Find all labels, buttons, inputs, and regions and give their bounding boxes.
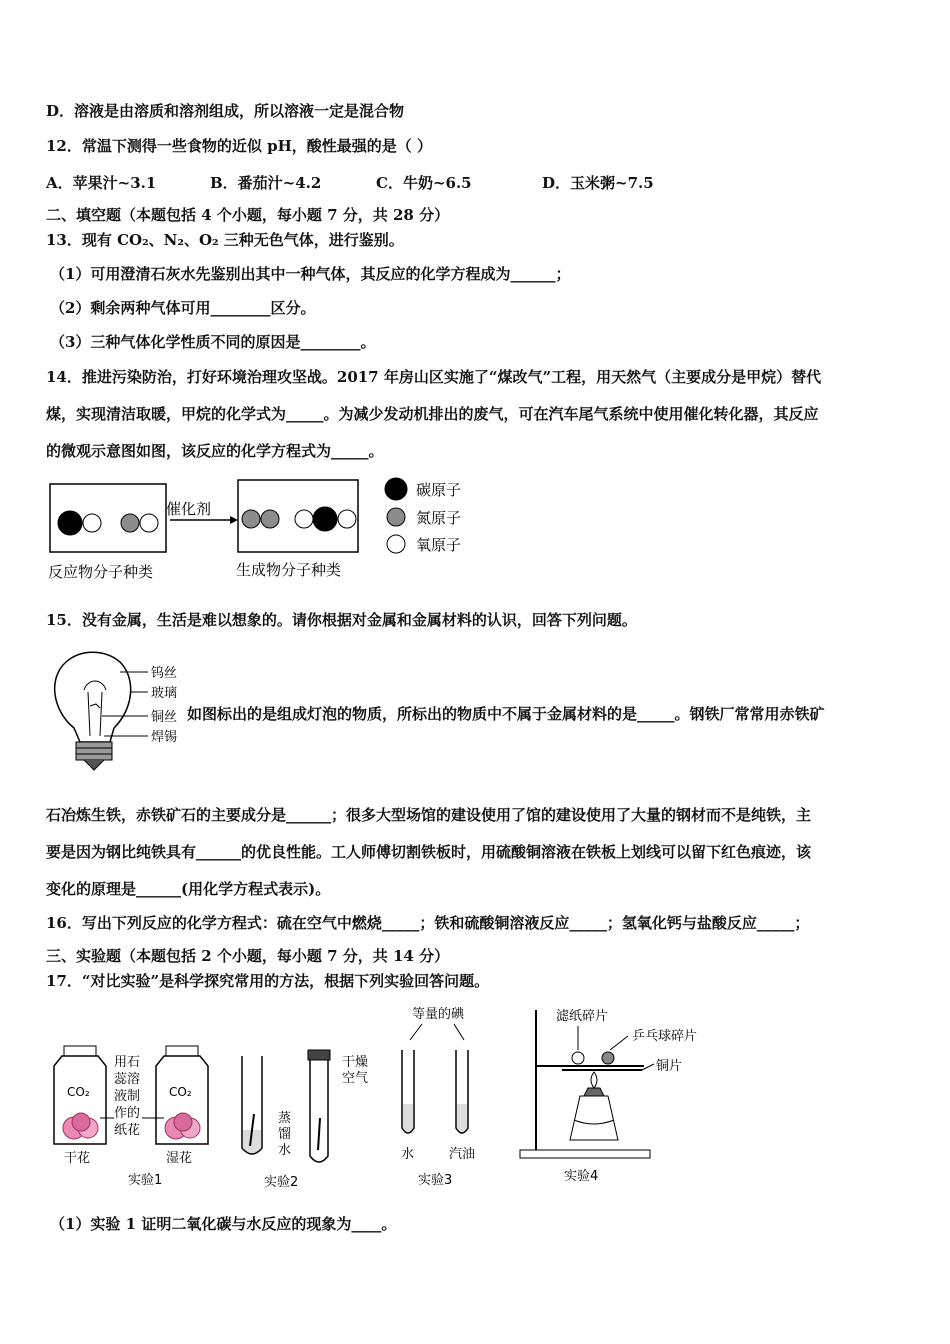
exp3-caption: 实验3 [418,1173,453,1188]
section2-title: 二、填空题（本题包括 4 个小题，每小题 7 分，共 28 分） [46,206,450,224]
light-bulb-figure [44,648,186,772]
exp1-note-2: 蕊溶 [114,1072,141,1087]
reaction-arrowhead [230,516,238,524]
bulb-screw-base [76,742,112,770]
lamp-cap [584,1088,604,1096]
label-tungsten: 钨丝 [151,666,178,681]
q11-option-d: D．溶液是由溶质和溶剂组成，所以溶液一定是混合物 [46,102,405,120]
iron-nail-2 [318,1118,320,1150]
catalyst-label: 催化剂 [166,500,212,518]
q15-inline-text: 如图标出的是组成灯泡的物质，所标出的物质中不属于金属材料的是_____。钢铁厂常常用赤铁矿 [187,705,825,723]
flame [591,1072,597,1088]
legend [385,478,461,554]
legend-carbon-label: 碳原子 [416,481,462,499]
q15-line1: 石冶炼生铁，赤铁矿石的主要成分是______；很多大型场馆的建设使用了馆的建设使用了大量的钢材而不是纯铁，主 [46,806,812,824]
label-copper: 铜丝 [151,710,178,725]
stopper [308,1050,330,1060]
q14-line3: 的微观示意图如图，该反应的化学方程式为_____。 [46,442,384,460]
reactant-label: 反应物分子种类 [48,563,154,581]
exp4-pingpong-label: 乒乓球碎片 [632,1029,698,1044]
n2-molecule [242,510,279,528]
experiment-2 [242,1050,368,1190]
legend-oxygen-label: 氧原子 [416,536,462,554]
jar2-gas-label: CO₂ [169,1085,192,1099]
co2-molecule [295,507,356,531]
q15-line3: 变化的原理是______(用化学方程式表示)。 [46,880,331,898]
exp3-arrow-left [410,1024,422,1040]
q17-stem: 17．“对比实验”是科学探究常用的方法，根据下列实验回答问题。 [46,972,490,990]
jar-dry-flower [54,1046,106,1144]
exp2-water-1: 蒸 [278,1111,292,1126]
exp2-caption: 实验2 [264,1175,299,1190]
q12-option-d: D．玉米粥~7.5 [542,174,654,192]
pointer-pingpong [610,1036,628,1050]
q13-part3: （3）三种气体化学性质不同的原因是________。 [50,333,376,351]
jar1-gas-label: CO₂ [67,1085,90,1099]
stand-base [520,1150,650,1158]
exp1-wet-label: 湿花 [166,1151,193,1166]
exp4-filter-label: 滤纸碎片 [556,1009,609,1024]
jar-wet-flower [156,1046,208,1144]
label-glass: 玻璃 [151,686,178,701]
exp4-copper-label: 铜片 [656,1059,683,1074]
section3-title: 三、实验题（本题包括 2 个小题，每小题 7 分，共 14 分） [46,947,450,965]
q12-option-a: A．苹果汁~3.1 [46,174,157,192]
q17-experiments-figure [44,1000,714,1196]
tungsten-filament [84,681,106,690]
no-molecule [121,514,158,532]
exp1-note-1: 用石 [114,1055,141,1070]
product-label: 生成物分子种类 [236,561,342,579]
exp1-note-3: 液制 [114,1089,141,1104]
exp3-top-label: 等量的碘 [412,1007,465,1022]
q14-molecule-diagram [44,474,484,589]
exp2-water-3: 水 [278,1143,292,1158]
experiment-4 [520,1008,697,1184]
q14-line1: 14．推进污染防治，打好环境治理攻坚战。2017 年房山区实施了“煤改气”工程，用天然气（主要成分是甲烷）替代 [46,368,822,386]
alcohol-lamp [570,1096,618,1140]
q15-stem: 15．没有金属，生活是难以想象的。请你根据对金属和金属材料的认识，回答下列问题。 [46,611,637,629]
exp1-dry-label: 干花 [64,1151,91,1166]
q17-part1: （1）实验 1 证明二氧化碳与水反应的现象为____。 [50,1215,397,1233]
q12-stem: 12．常温下测得一些食物的近似 pH，酸性最强的是（ ） [46,137,432,155]
exp1-note-4: 作的 [114,1106,141,1121]
legend-nitrogen-swatch [387,508,405,526]
q15-line2: 要是因为钢比纯铁具有______的优良性能。工人师傅切割铁板时，用硫酸铜溶液在铁板上划线可以留下红色痕迹，该 [46,843,812,861]
exp2-air-1: 干燥 [342,1055,369,1070]
gasoline-fill [457,1104,467,1132]
co-molecule [58,511,101,535]
exp1-note-5: 纸花 [114,1123,141,1138]
exp1-caption: 实验1 [128,1173,163,1188]
q14-line2: 煤，实现清洁取暖，甲烷的化学式为_____。为减少发动机排出的废气，可在汽车尾气系统中使用催化转化器，其反应 [46,405,819,423]
support-wire-right [100,692,102,736]
q12-option-c: C．牛奶~6.5 [376,174,472,192]
exp3-arrow-right [454,1024,464,1040]
exp2-water-2: 馏 [278,1127,292,1142]
exp3-gasoline-label: 汽油 [449,1147,476,1162]
q12-option-b: B．番茄汁~4.2 [210,174,322,192]
filament-stem [90,704,100,708]
legend-oxygen-swatch [387,535,405,553]
legend-nitrogen-label: 氮原子 [416,509,462,527]
legend-carbon-swatch [385,478,407,500]
support-wire-left [88,692,90,736]
q13-stem: 13．现有 CO₂、N₂、O₂ 三种无色气体，进行鉴别。 [46,231,404,249]
exp3-water-label: 水 [401,1147,415,1162]
experiment-1 [54,1046,208,1188]
q13-part1: （1）可用澄清石灰水先鉴别出其中一种气体，其反应的化学方程成为______； [50,265,571,283]
exp4-caption: 实验4 [564,1169,599,1184]
q13-part2: （2）剩余两种气体可用________区分。 [50,299,316,317]
exp2-air-2: 空气 [342,1071,369,1086]
bulb-glass-outline [55,652,131,742]
pingpong-piece [602,1052,614,1064]
q16-text: 16．写出下列反应的化学方程式：硫在空气中燃烧_____；铁和硫酸铜溶液反应_____；氢氧化钙与盐酸反应_____； [46,914,810,932]
filter-paper-piece [572,1052,584,1064]
experiment-3 [401,1006,475,1188]
label-solder: 焊锡 [151,730,178,745]
water-fill [403,1104,413,1132]
